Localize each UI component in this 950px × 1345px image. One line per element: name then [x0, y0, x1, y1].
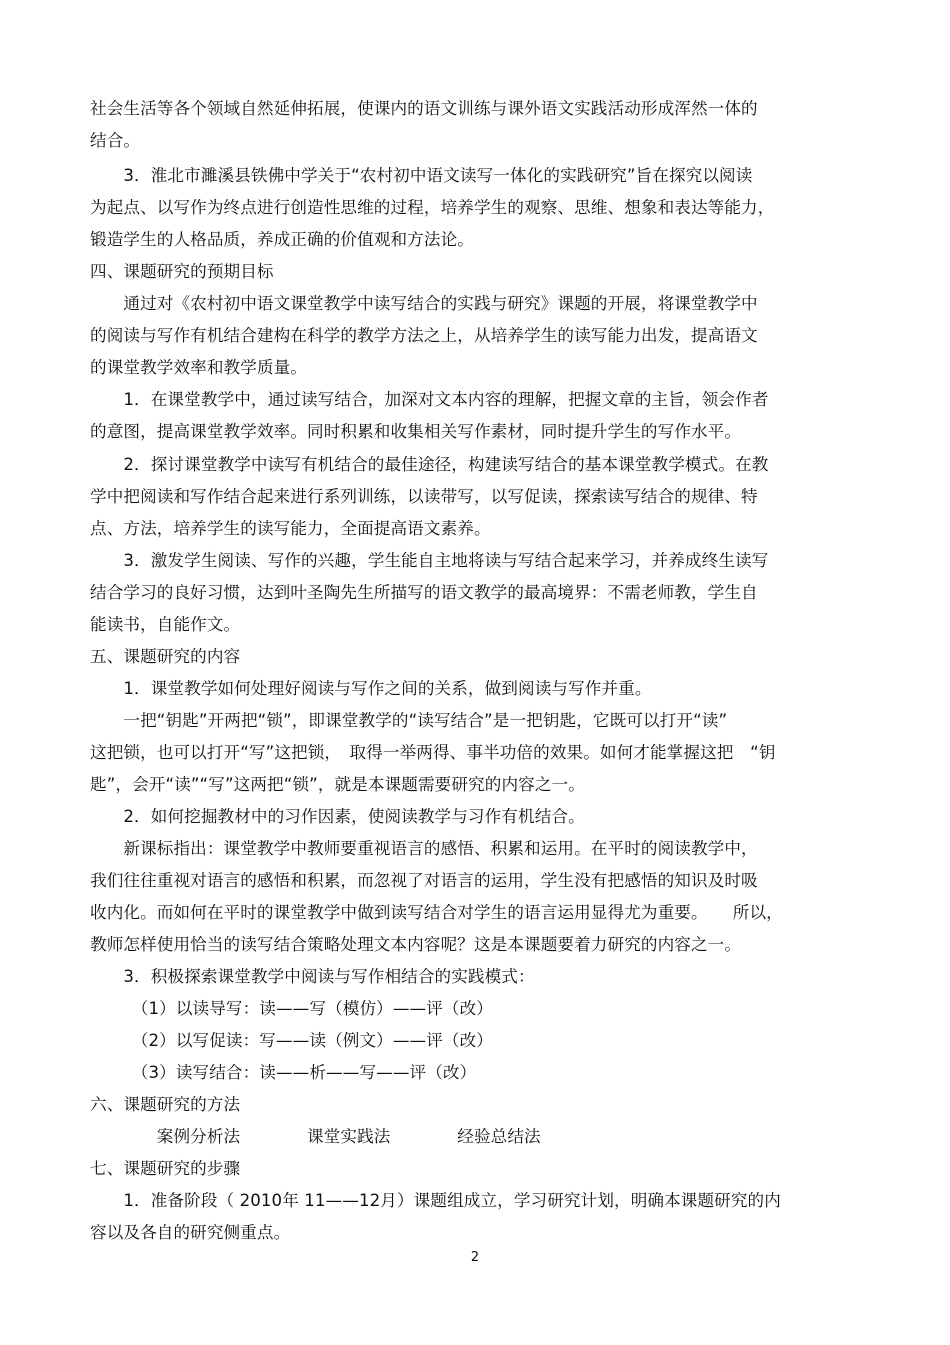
list-item: （3）读写结合：读——析——写——评（改） — [90, 1063, 477, 1082]
text-line: 3．激发学生阅读、写作的兴趣，学生能自主地将读与写结合起来学习，并养成终生读写 — [90, 551, 769, 570]
section-heading: 四、课题研究的预期目标 — [90, 262, 274, 281]
text-line: 2．探讨课堂教学中读写有机结合的最佳途径，构建读写结合的基本课堂教学模式。在教 — [90, 455, 769, 474]
text-line: 1．准备阶段（ 2010年 11——12月）课题组成立，学习研究计划，明确本课题研究的内 — [90, 1191, 781, 1210]
text-line: 锻造学生的人格品质，养成正确的价值观和方法论。 — [90, 230, 474, 249]
text-line: 匙”，会开“读”“写”这两把“锁”，就是本课题需要研究的内容之一。 — [90, 775, 585, 794]
list-item: （2）以写促读：写——读（例文）——评（改） — [90, 1031, 494, 1050]
text-line: 为起点、以写作为终点进行创造性思维的过程，培养学生的观察、思维、想象和表达等能力， — [90, 198, 775, 217]
text-line: 的意图，提高课堂教学效率。同时积累和收集相关写作素材，同时提升学生的写作水平。 — [90, 422, 742, 441]
method-list: 案例分析法 课堂实践法 经验总结法 — [90, 1127, 541, 1146]
text-line: 2．如何挖掘教材中的习作因素，使阅读教学与习作有机结合。 — [90, 807, 585, 826]
text-line: 结合学习的良好习惯，达到叶圣陶先生所描写的语文教学的最高境界：不需老师教，学生自 — [90, 583, 758, 602]
text-line: 收内化。而如何在平时的课堂教学中做到读写结合对学生的语言运用显得尤为重要。 所以， — [90, 903, 783, 922]
text-line: 一把“钥匙”开两把“锁”，即课堂教学的“读写结合”是一把钥匙，它既可以打开“读” — [90, 711, 728, 730]
text-line: 3．积极探索课堂教学中阅读与写作相结合的实践模式： — [90, 967, 535, 986]
section-heading: 五、课题研究的内容 — [90, 647, 241, 666]
text-line: 新课标指出：课堂教学中教师要重视语言的感悟、积累和运用。在平时的阅读教学中， — [90, 839, 758, 858]
list-item: （1）以读导写：读——写（模仿）——评（改） — [90, 999, 494, 1018]
text-line: 结合。 — [90, 131, 141, 150]
page-number: 2 — [470, 1250, 480, 1265]
section-heading: 七、课题研究的步骤 — [90, 1159, 241, 1178]
section-heading: 六、课题研究的方法 — [90, 1095, 241, 1114]
text-line: 能读书，自能作文。 — [90, 615, 241, 634]
text-line: 的阅读与写作有机结合建构在科学的教学方法之上，从培养学生的读写能力出发，提高语文 — [90, 326, 758, 345]
text-line: 1．课堂教学如何处理好阅读与写作之间的关系，做到阅读与写作并重。 — [90, 679, 652, 698]
text-line: 3．淮北市濉溪县铁佛中学关于“农村初中语文读写一体化的实践研究”旨在探究以阅读 — [90, 166, 753, 185]
text-line: 容以及各自的研究侧重点。 — [90, 1223, 291, 1242]
text-line: 这把锁，也可以打开“写”这把锁， 取得一举两得、事半功倍的效果。如何才能掌握这把 “钥 — [90, 743, 776, 762]
text-line: 通过对《农村初中语文课堂教学中读写结合的实践与研究》课题的开展，将课堂教学中 — [90, 294, 758, 313]
text-line: 1．在课堂教学中，通过读写结合，加深对文本内容的理解，把握文章的主旨，领会作者 — [90, 390, 769, 409]
text-line: 点、方法，培养学生的读写能力，全面提高语文素养。 — [90, 519, 491, 538]
text-line: 社会生活等各个领域自然延伸拓展，使课内的语文训练与课外语文实践活动形成浑然一体的 — [90, 99, 758, 118]
text-line: 我们往往重视对语言的感悟和积累，而忽视了对语言的运用，学生没有把感悟的知识及时吸 — [90, 871, 758, 890]
text-line: 教师怎样使用恰当的读写结合策略处理文本内容呢？这是本课题要着力研究的内容之一。 — [90, 935, 742, 954]
text-line: 的课堂教学效率和教学质量。 — [90, 358, 308, 377]
text-line: 学中把阅读和写作结合起来进行系列训练，以读带写，以写促读，探索读写结合的规律、特 — [90, 487, 758, 506]
